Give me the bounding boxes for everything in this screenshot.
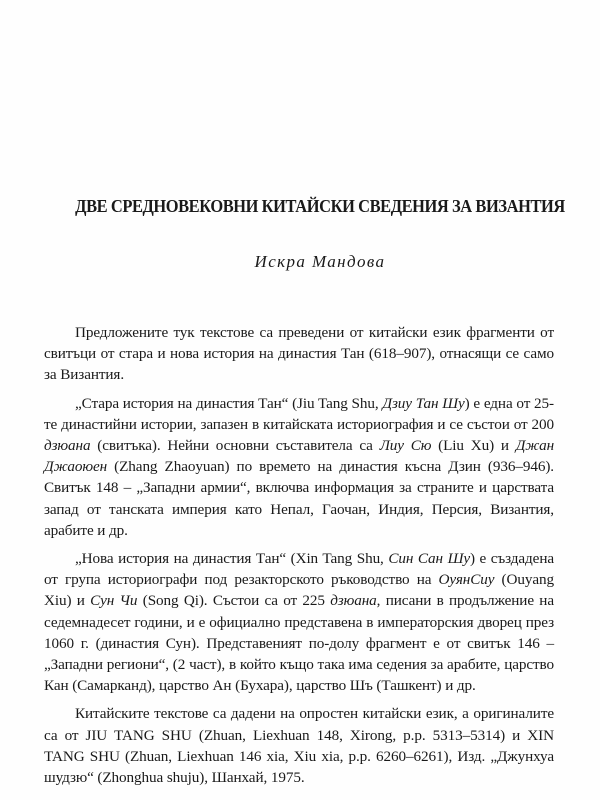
text-segment: (Liu Xu) и [431, 437, 516, 455]
text-segment: (свитъка). Нейни основни съставитела са [90, 437, 380, 455]
body-paragraph [44, 322, 554, 386]
body-paragraph [44, 548, 554, 696]
body-paragraph [44, 393, 554, 541]
author-name: Искра Мандова [254, 252, 386, 271]
article-body [44, 322, 554, 795]
text-segment: (Ouyang Xiu) и [44, 571, 554, 610]
italic-text-segment: Дзиу Тан Шу [382, 394, 465, 412]
italic-text-segment: Син Сан Шу [388, 550, 470, 568]
italic-text-segment: ОуянСиу [438, 571, 495, 589]
text-segment: „Нова история на династия Тан“ (Xin Tang Shu, [75, 550, 389, 568]
text-segment: (Song Qi). Състои са от 225 [137, 592, 331, 610]
text-segment: (Zhang Zhaoyuan) по времето на династия късна Дзин (936–946). Свитък 148 – „Западни армии“, включва информация за страните и царствата запад от танската империя като Непал, Гаочан, Индия, Персия, Византия, арабите и др. [44, 458, 554, 539]
text-segment: , писани в продължение на седемнадесет години, и е официално представена в императорския дворец през 1060 г. (династия Сун). Представеният по-долу фрагмент е от свитък 146 – „Западни региони“, (2 част), в който къщо така има седения за арабите, царство Кан (Самарканд), царство Ан (Бухара), царство Шъ (Ташкент) и др. [44, 592, 554, 695]
text-segment: „Стара история на династия Тан“ (Jiu Tang Shu, [75, 394, 383, 412]
body-paragraph [44, 703, 554, 788]
italic-text-segment: дзюана [44, 437, 91, 455]
italic-text-segment: Лиу Сю [379, 437, 432, 455]
italic-text-segment: Джан Джаоюен [44, 437, 555, 476]
article-title: ДВЕ СРЕДНОВЕКОВНИ КИТАЙСКИ СВЕДЕНИЯ ЗА ВИЗАНТИЯ [75, 196, 565, 216]
text-segment: Предложените тук текстове са преведени от китайски език фрагменти от свитъци от стара и нова история на династия Тан (618–907), отнасящи се само за Византия. [44, 324, 554, 384]
italic-text-segment: Сун Чи [90, 592, 138, 610]
italic-text-segment: дзюана [330, 592, 377, 610]
text-segment: ) е създадена от група историографи под резакторското ръководство на [44, 550, 554, 589]
text-segment: Китайските текстове са дадени на опростен китайски език, а оригиналите са от JIU TANG SHU (Zhuan, Liexhuan 148, Xirong, p.p. 5313–5314) и XIN TANG SHU (Zhuan, Liexhuan 146 xia, Xiu xia, p.p. 6260–6261), Изд. „Джунхуа шудзю“ (Zhonghua shuju), Шанхай, 1975. [44, 705, 554, 787]
text-segment: ) е една от 25-те династийни истории, запазен в китайската историография и се състои от 200 [44, 394, 554, 433]
